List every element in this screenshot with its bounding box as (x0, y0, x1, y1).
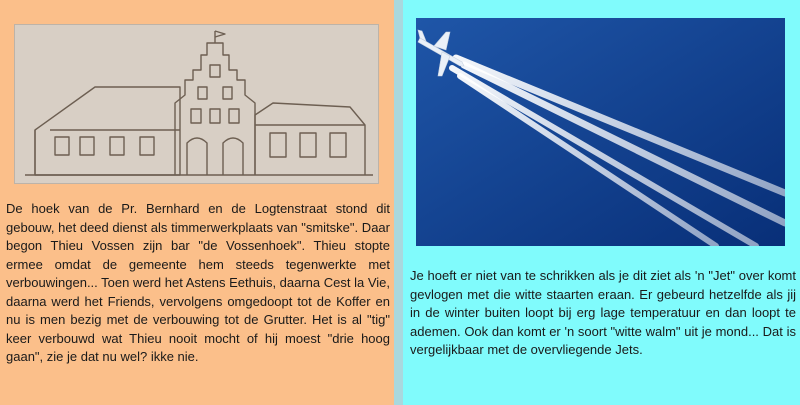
jet-contrails-photo (416, 18, 785, 246)
building-sketch-image (14, 24, 379, 184)
left-description-text: De hoek van de Pr. Bernhard en de Logtenstraat stond dit gebouw, het deed dienst als timmerwerkplaats van "smitske". Daar begon Thieu Vossen zijn bar "de Vossenhoek". Thieu stopte ermee omdat de gemeente hem steeds tegenwerkte met verbouwingen... Toen werd het Astens Eethuis, daarna Cest la Vie, daarna werd het Friends, vervolgens omgedoopt tot de Koffer en nu is men bezig met de verbouwing tot de Grutter. Het is al "tig" keer verbouwd wat Thieu nooit mocht of hij moest "drie hoog gaan", zie je dat nu wel? ikke nie. (6, 201, 390, 364)
right-description-text: Je hoeft er niet van te schrikken als je dit ziet als 'n "Jet" over komt gevlogen met die witte staarten eraan. Er gebeurd hetzelfde als jij in de winter buiten loopt bij erg lage temperatuur en dan loopt te ademen. Ook dan komt er 'n soort "witte walm" uit je mond... Dat is vergelijkbaar met de overvliegende Jets. (410, 268, 796, 357)
panel-divider (394, 0, 403, 405)
